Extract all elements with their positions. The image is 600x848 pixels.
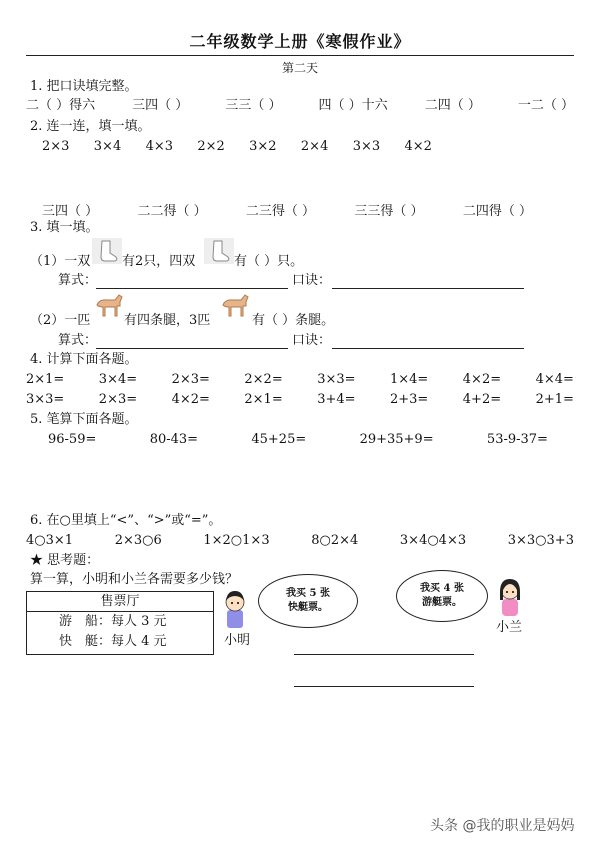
q4-item: 2×2= [244, 372, 283, 387]
q2-rhyme: 三三得（ ） [354, 204, 424, 219]
q5-item: 29+35+9= [359, 432, 434, 447]
q1-item: 二（ ）得六 [26, 98, 96, 113]
q1-item: 二四（ ） [424, 98, 481, 113]
speech-line: 游艇票。 [421, 597, 462, 608]
formula-label: 算式： [58, 333, 98, 348]
answer-line [294, 654, 474, 655]
q5-heading: 5. 笔算下面各题。 [30, 412, 138, 427]
xiaoming-name: 小明 [224, 633, 251, 648]
q2-rhyme: 二二得（ ） [137, 204, 207, 219]
q3-p2-mid: 有四条腿，3匹 [124, 313, 211, 328]
q4-item: 2+3= [389, 392, 429, 407]
q1-item: 三三（ ） [225, 98, 282, 113]
girl-avatar [496, 578, 524, 622]
q2-expr: 2×4 [300, 139, 329, 154]
q6-item: 3×3○3+3 [507, 533, 574, 548]
xiaoming-speech-bubble [258, 574, 358, 628]
q6-items [26, 533, 574, 549]
q1-item: 四（ ）十六 [318, 98, 388, 113]
day-label: 第二天 [281, 61, 318, 75]
q4-item: 3×3= [317, 372, 356, 387]
q1-item: 三四（ ） [132, 98, 189, 113]
q5-item: 80-43= [149, 432, 199, 447]
ticket-office-title: 售票厅 [27, 592, 213, 612]
think-question: 算一算，小明和小兰各需要多少钱？ [30, 572, 239, 587]
q2-rhyme: 二三得（ ） [245, 204, 316, 219]
watermark: 头条 @我的职业是妈妈 [430, 818, 575, 834]
q6-item: 3×4○4×3 [399, 533, 467, 548]
q6-item: 1×2○1×3 [203, 533, 270, 548]
sock-icon [204, 238, 234, 268]
rhyme-label: 口诀： [292, 273, 332, 288]
q6-item: 4○3×1 [26, 533, 74, 548]
xiaolan-name: 小兰 [496, 620, 523, 635]
q2-expr: 4×3 [145, 139, 173, 154]
xiaolan-speech-bubble [396, 570, 488, 622]
q5-item: 53-9-37= [486, 432, 548, 447]
q4-item: 2×3= [98, 392, 138, 407]
q4-item: 2×1= [26, 372, 65, 387]
horse-icon [92, 293, 126, 327]
answer-line [332, 348, 524, 349]
q2-expr: 3×3 [352, 139, 381, 154]
formula-label: 算式： [58, 273, 98, 288]
q5-item: 96-59= [48, 432, 97, 447]
q2-expr: 4×2 [404, 139, 432, 154]
q2-expr: 3×4 [93, 139, 122, 154]
q4-item: 2+1= [535, 392, 574, 407]
q4-item: 4×4= [535, 372, 574, 387]
page-title: 二年级数学上册《寒假作业》 [189, 32, 411, 51]
q4-item: 3×4= [98, 372, 138, 387]
q6-heading: 6. 在○里填上“<”、“>”或“=”。 [30, 513, 222, 528]
q3-p1-tail: 有（ ）只。 [234, 254, 304, 269]
sock-icon [92, 238, 122, 268]
q2-rhymes [42, 200, 532, 219]
q3-p2-lead: （2）一匹 [30, 313, 91, 328]
rhyme-label: 口诀： [292, 333, 332, 348]
q3-p1-mid: 有2只，四双 [122, 254, 196, 269]
q4-item: 2×3= [171, 372, 210, 387]
answer-line [294, 686, 474, 687]
q2-exprs [42, 139, 432, 154]
q6-item: 2×3○6 [114, 533, 162, 548]
q2-expr: 2×2 [197, 139, 225, 154]
q2-rhyme: 三四（ ） [42, 204, 99, 219]
horse-icon [218, 293, 252, 327]
q2-heading: 2. 连一连，填一填。 [30, 119, 151, 134]
q4-item: 3+4= [317, 392, 356, 407]
q1-items [26, 98, 574, 114]
q4-item: 2×1= [244, 392, 283, 407]
q1-heading: 1. 把口诀填完整。 [30, 79, 138, 94]
q4-item: 4×2= [462, 372, 502, 387]
speech-line: 我买 4 张 [420, 583, 464, 594]
q4-item: 4×2= [171, 392, 210, 407]
answer-line [96, 348, 288, 349]
boy-avatar [222, 590, 248, 634]
q5-items [48, 432, 548, 447]
q5-item: 45+25= [251, 432, 307, 447]
q2-expr: 3×2 [249, 139, 277, 154]
ticket-office-table [26, 591, 214, 655]
answer-line [332, 288, 524, 289]
speech-line: 我买 5 张 [286, 588, 330, 599]
q6-item: 8○2×4 [311, 533, 359, 548]
q2-expr: 2×3 [42, 139, 70, 154]
ticket-row: 快 艇：每人 4 元 [59, 634, 167, 649]
title-rule [26, 55, 574, 56]
ticket-row: 游 船：每人 3 元 [59, 614, 167, 629]
q4-item: 4+2= [462, 392, 502, 407]
q1-item: 一二（ ） [517, 98, 574, 113]
q4-item: 3×3= [26, 392, 65, 407]
answer-line [96, 288, 288, 289]
q2-rhyme: 二四得（ ） [462, 204, 532, 219]
q4-row [26, 392, 574, 408]
q3-p2-tail: 有（ ）条腿。 [252, 313, 335, 328]
q3-heading: 3. 填一填。 [30, 220, 99, 235]
speech-line: 快艇票。 [287, 602, 328, 613]
q4-item: 1×4= [389, 372, 429, 387]
q3-p1-lead: （1）一双 [30, 254, 91, 269]
q4-row [26, 372, 574, 388]
q4-heading: 4. 计算下面各题。 [30, 352, 138, 367]
think-heading: ★ 思考题： [30, 553, 100, 568]
